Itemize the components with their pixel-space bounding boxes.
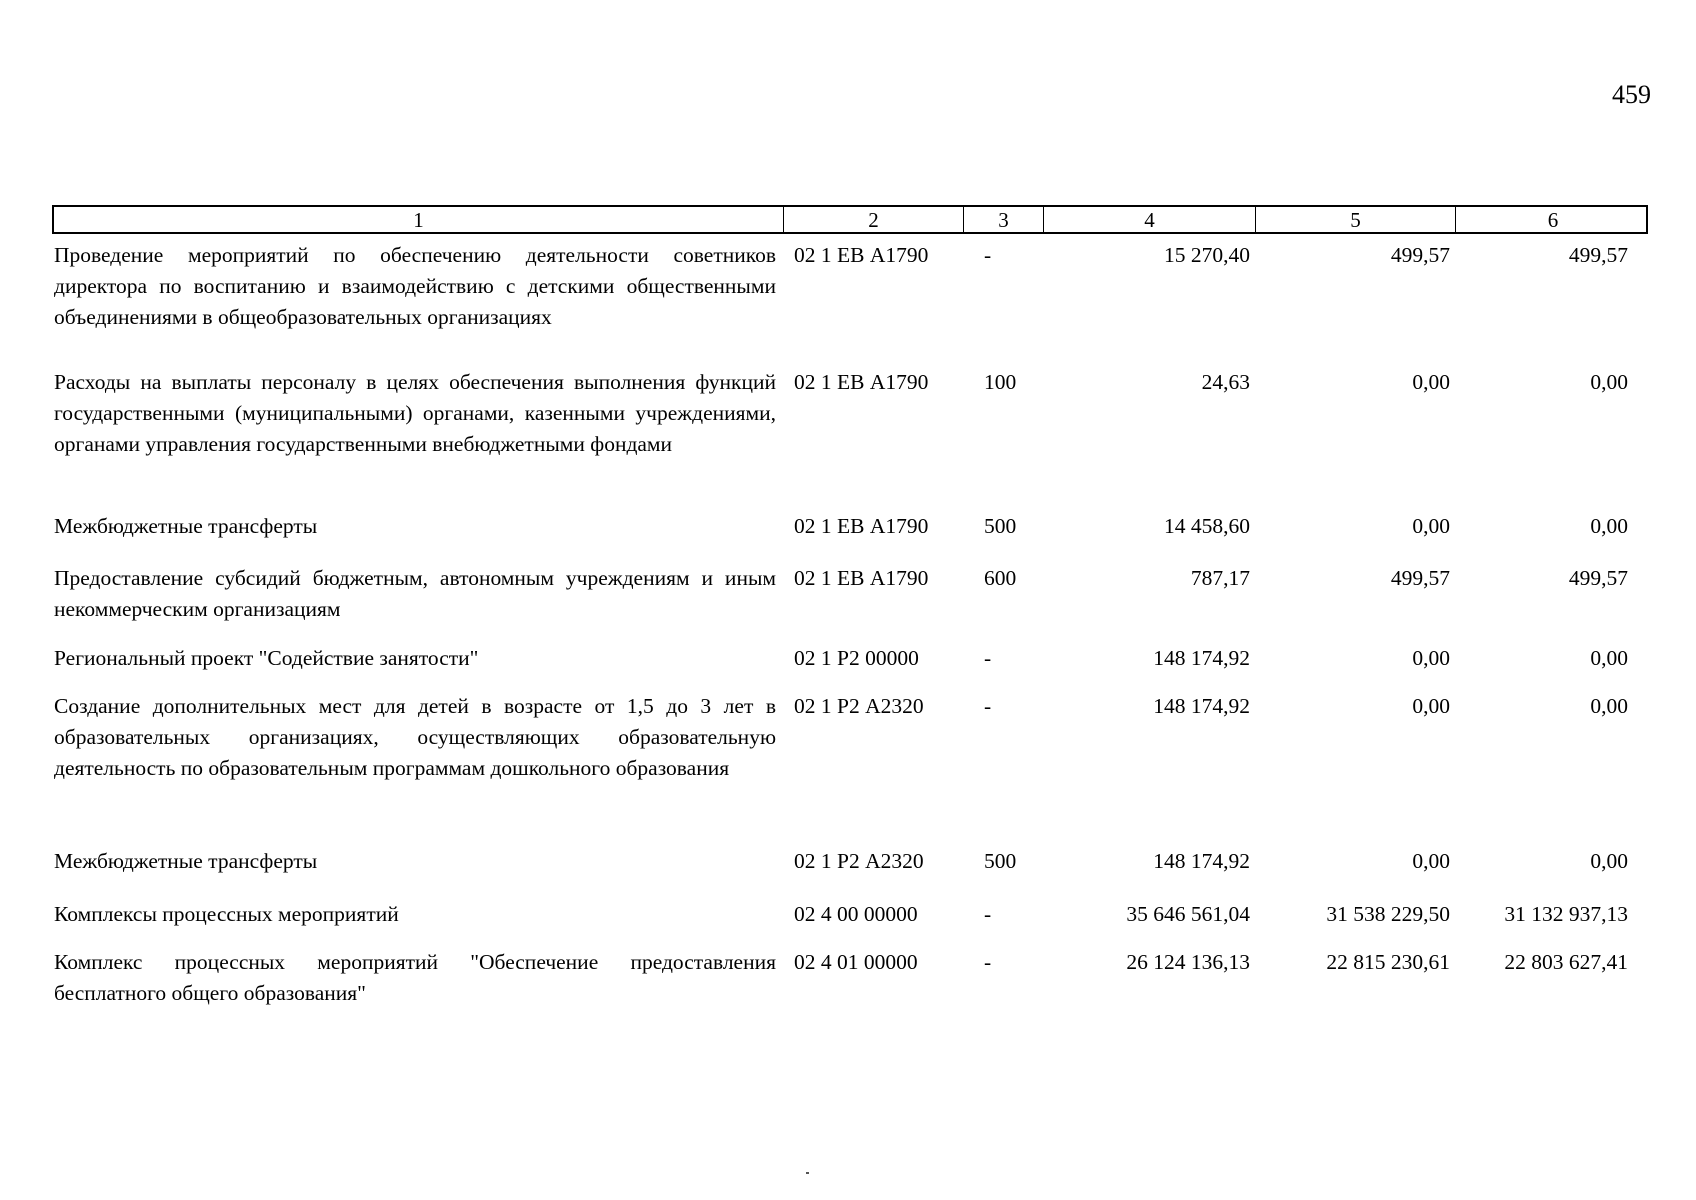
table-row [52,238,1648,365]
scan-speck [806,1172,809,1174]
header-col-3: 3 [964,207,1044,234]
row-value-6: 31 132 937,13 [1504,902,1628,926]
row-code: 02 1 ЕВ А1790 [794,243,929,267]
row-value-4: 148 174,92 [1153,849,1250,873]
table-row [52,844,1648,897]
row-code: 02 1 ЕВ А1790 [794,370,929,394]
row-value-4: 26 124 136,13 [1126,950,1250,974]
row-name: Комплекс процессных мероприятий "Обеспечение предоставления бесплатного общего образования" [54,950,776,1005]
row-code: 02 1 Р2 А2320 [794,694,924,718]
row-expense-type: - [984,243,992,267]
row-value-4: 148 174,92 [1153,694,1250,718]
row-expense-type: 500 [984,849,1017,873]
row-name: Создание дополнительных мест для детей в возрасте от 1,5 до 3 лет в образовательных организациях, осуществляющих образовательную деятельность по образовательным программам дошкольного образования [54,694,776,780]
row-value-6: 499,57 [1568,566,1628,590]
row-expense-type: 600 [984,566,1017,590]
row-code: 02 1 ЕВ А1790 [794,514,929,538]
row-value-5: 0,00 [1412,370,1450,394]
row-code: 02 1 Р2 00000 [794,646,919,670]
header-col-6: 6 [1547,208,1559,232]
row-value-4: 148 174,92 [1153,646,1250,670]
budget-table [52,205,1648,1015]
row-code: 02 1 ЕВ А1790 [794,566,929,590]
row-name: Региональный проект "Содействие занятости" [54,646,479,670]
page-number: 459 [1612,80,1651,109]
row-value-4: 24,63 [1201,370,1250,394]
row-name: Проведение мероприятий по обеспечению деятельности советников директора по воспитанию и взаимодействию с детскими общественными объединениями в общеобразовательных организациях [54,243,776,329]
row-value-5: 0,00 [1412,514,1450,538]
row-value-5: 499,57 [1390,243,1450,267]
table-row [52,897,1648,945]
row-value-5: 0,00 [1412,849,1450,873]
row-value-6: 0,00 [1590,646,1628,670]
header-col-4: 4 [1044,207,1256,234]
row-expense-type: 500 [984,514,1017,538]
row-code: 02 4 00 00000 [794,902,918,926]
row-name: Предоставление субсидий бюджетным, автономным учреждениям и иным некоммерческим организациям [54,566,776,621]
row-value-5: 22 815 230,61 [1326,950,1450,974]
row-value-5: 31 538 229,50 [1326,902,1450,926]
row-value-6: 22 803 627,41 [1504,950,1628,974]
row-value-5: 499,57 [1390,566,1450,590]
row-expense-type: - [984,694,992,718]
table-row [52,945,1648,1015]
row-value-4: 15 270,40 [1164,243,1250,267]
table-header [52,205,1648,234]
table-row [52,365,1648,509]
row-expense-type: 100 [984,370,1017,394]
row-expense-type: - [984,950,992,974]
row-expense-type: - [984,902,992,926]
header-col-5: 5 [1256,207,1456,234]
row-code: 02 4 01 00000 [794,950,918,974]
table-row [52,641,1648,689]
row-value-6: 0,00 [1590,514,1628,538]
table-row [52,509,1648,561]
header-col-2: 2 [784,207,964,234]
row-value-4: 35 646 561,04 [1126,902,1250,926]
header-col-1: 1 [54,207,784,234]
row-value-6: 0,00 [1590,694,1628,718]
row-value-6: 0,00 [1590,370,1628,394]
table-row [52,561,1648,641]
row-name: Межбюджетные трансферты [54,849,318,873]
row-expense-type: - [984,646,992,670]
row-name: Расходы на выплаты персоналу в целях обеспечения выполнения функций государственными (муниципальными) органами, казенными учреждениями, органами управления государственными внебюджетными фондами [54,370,776,456]
table-row [52,689,1648,844]
row-value-6: 499,57 [1568,243,1628,267]
row-value-5: 0,00 [1412,694,1450,718]
row-value-4: 787,17 [1190,566,1250,590]
row-code: 02 1 Р2 А2320 [794,849,924,873]
row-name: Межбюджетные трансферты [54,514,318,538]
row-name: Комплексы процессных мероприятий [54,902,399,926]
row-value-4: 14 458,60 [1164,514,1250,538]
row-value-5: 0,00 [1412,646,1450,670]
row-value-6: 0,00 [1590,849,1628,873]
